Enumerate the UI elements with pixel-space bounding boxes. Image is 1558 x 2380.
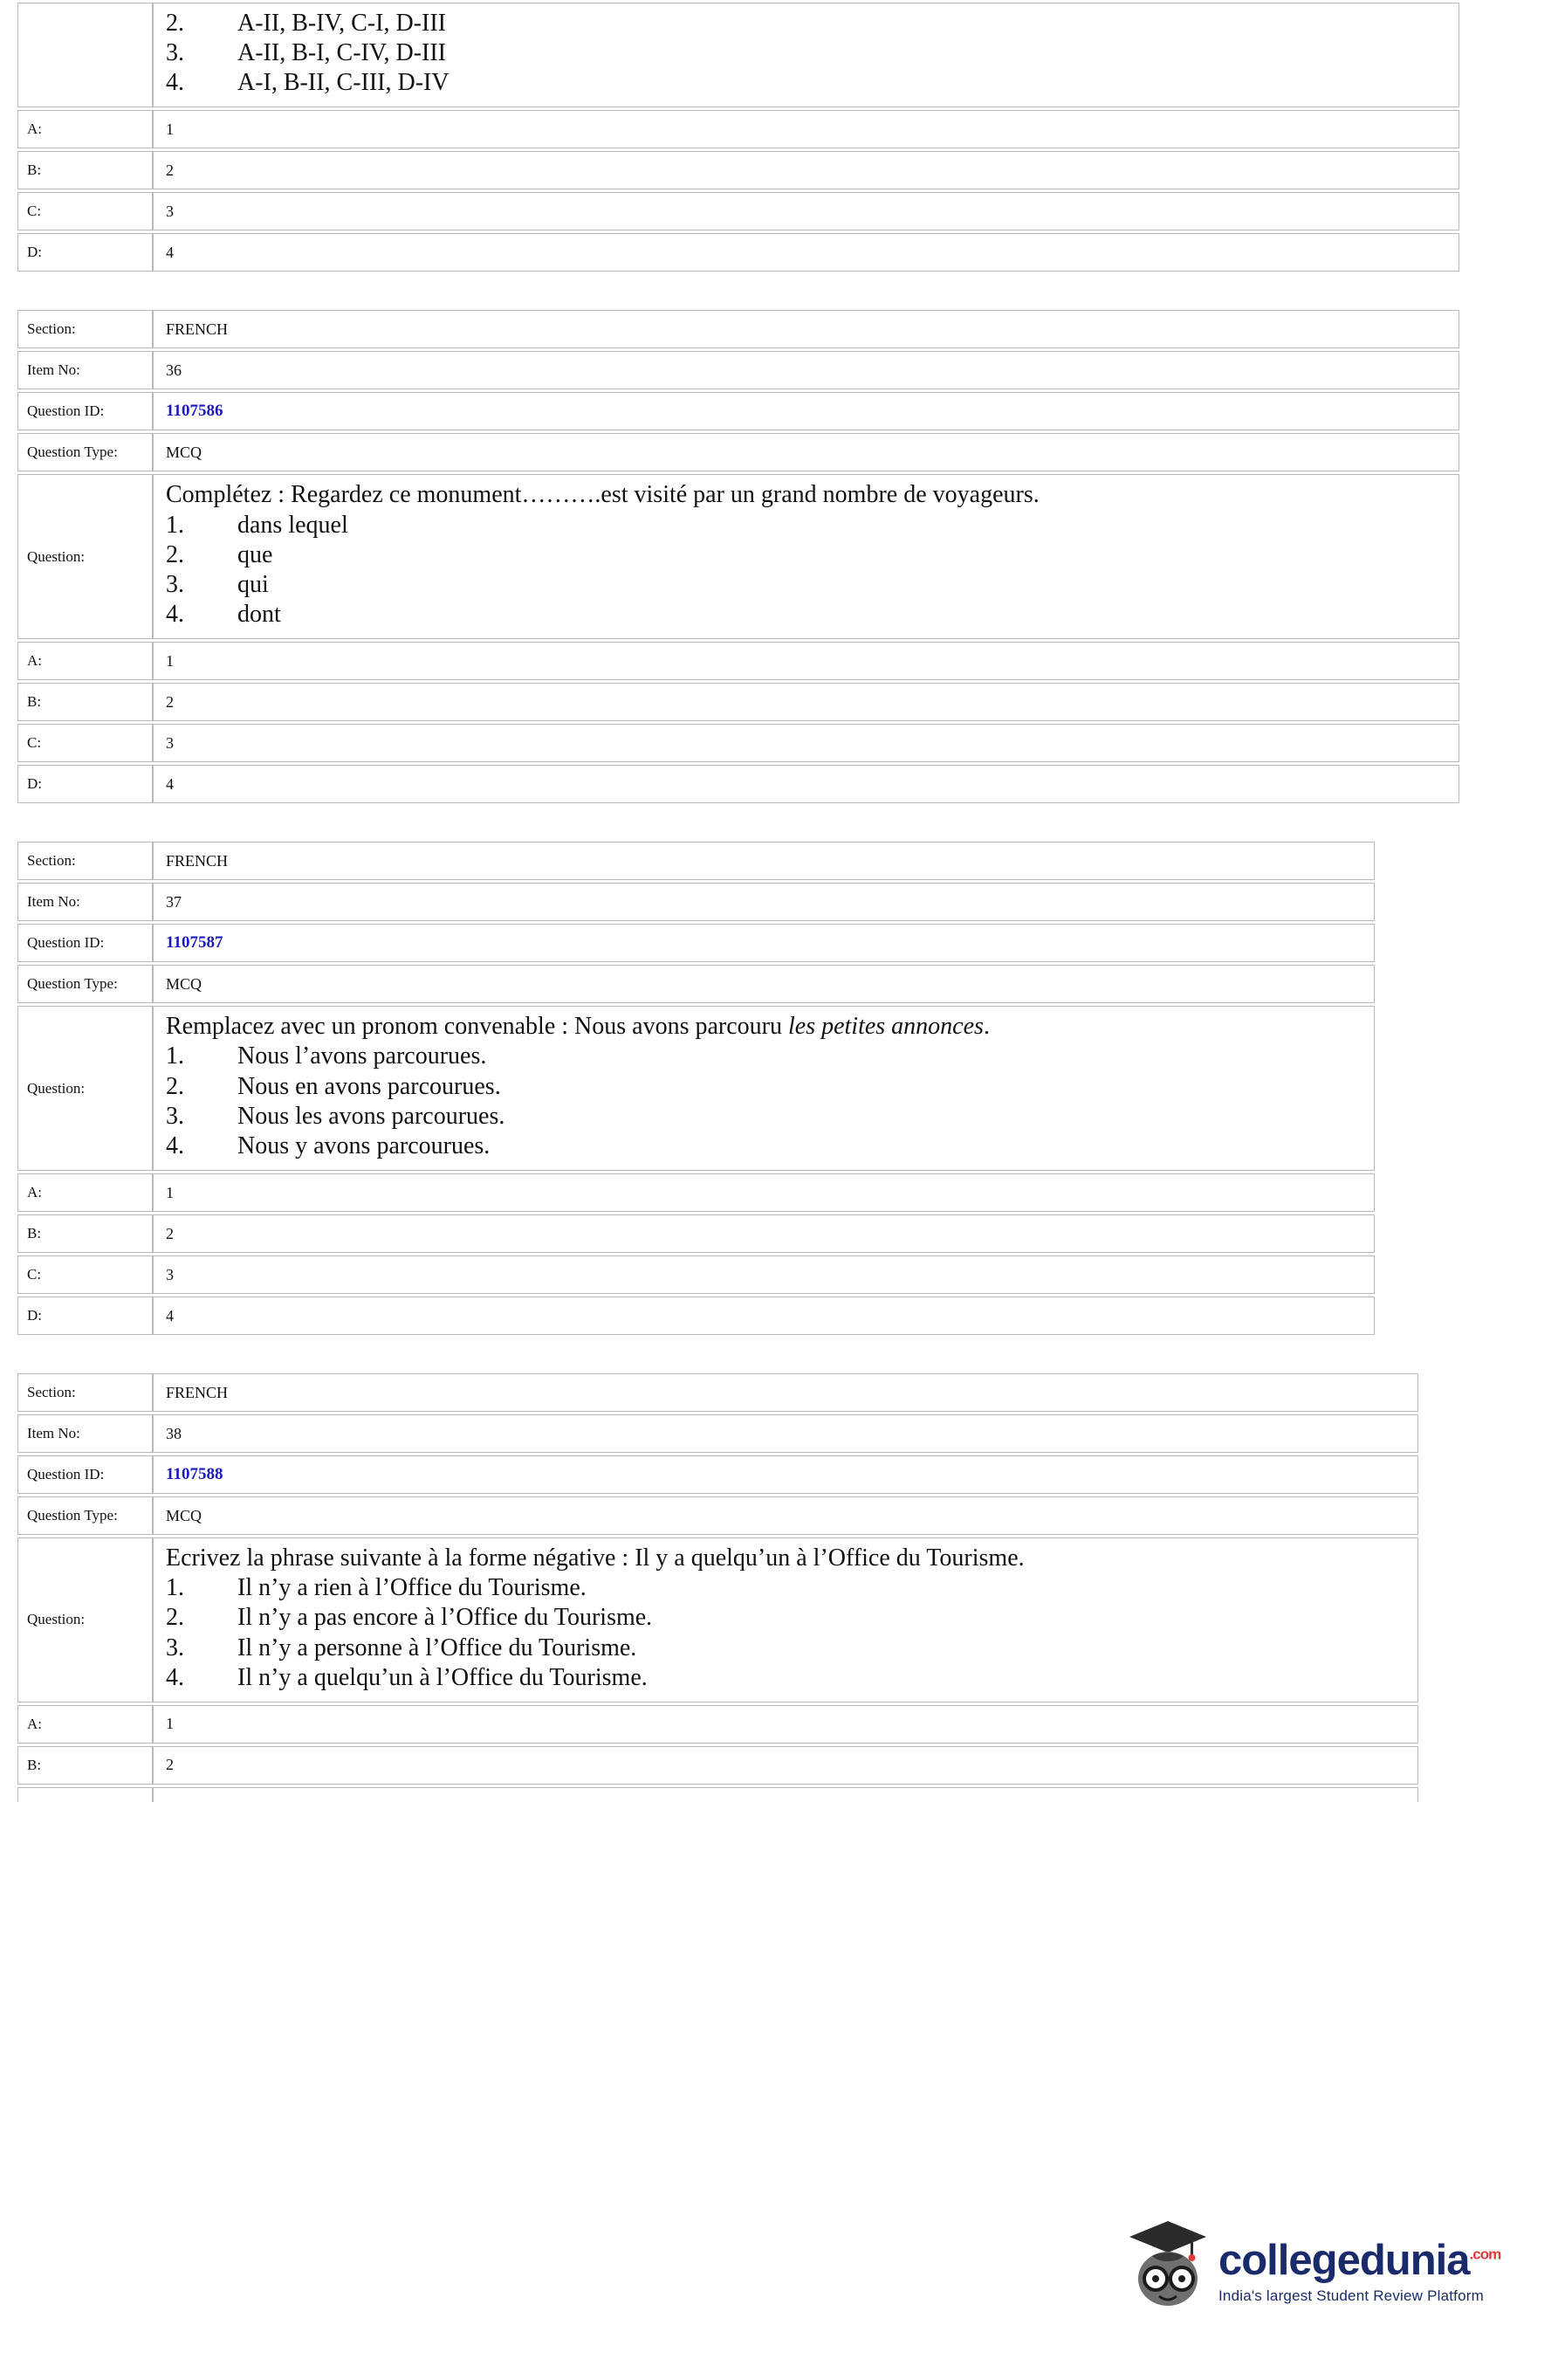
value-item-no: 36 xyxy=(153,351,1459,389)
question-stem: Ecrivez la phrase suivante à la forme négative : Il y a quelqu’un à l’Office du Tourisme. xyxy=(166,1544,1025,1572)
value-question-id: 1107588 xyxy=(153,1455,1418,1494)
value-section: FRENCH xyxy=(153,310,1459,348)
value-answer-a: 1 xyxy=(153,110,1459,148)
table-row-item-no xyxy=(17,1414,1418,1453)
option-list xyxy=(166,1573,1409,1693)
option-text: Nous les avons parcourues. xyxy=(237,1102,505,1130)
logo-wordmark xyxy=(1218,2239,1500,2282)
option-text: Nous en avons parcourues. xyxy=(237,1072,501,1100)
table-row-question-type xyxy=(17,1496,1418,1535)
value-item-no: 38 xyxy=(153,1414,1418,1453)
label-answer-a: A: xyxy=(17,1705,153,1744)
logo-name: collegedunia xyxy=(1218,2237,1470,2284)
label-question: Question: xyxy=(17,474,153,639)
value-question-37 xyxy=(153,1006,1375,1171)
option-number: 2. xyxy=(166,1072,184,1100)
table-row-answer-b xyxy=(17,1746,1418,1785)
question-stem-tail: . xyxy=(983,1013,990,1041)
label-answer-c: C: xyxy=(17,192,153,230)
list-item xyxy=(166,511,1450,540)
value-answer-a: 1 xyxy=(153,642,1459,680)
table-row-answer-c xyxy=(17,192,1459,230)
logo-text xyxy=(1218,2239,1500,2308)
label-question: Question: xyxy=(17,1537,153,1702)
label-question: Question: xyxy=(17,1006,153,1171)
label-answer-a: A: xyxy=(17,642,153,680)
question-block-partial-top xyxy=(0,0,1558,274)
value-answer-c: 3 xyxy=(153,724,1459,762)
table-row-question-options-partial xyxy=(17,3,1459,107)
option-number: 4. xyxy=(166,1663,184,1691)
question-stem xyxy=(166,1012,1365,1042)
question-block-38 xyxy=(0,1371,1558,1805)
label-answer-clipped xyxy=(17,1787,153,1802)
list-item xyxy=(166,1072,1365,1102)
option-text: A-II, B-IV, C-I, D-III xyxy=(237,10,446,37)
option-list-partial xyxy=(166,9,1450,98)
logo-wrap xyxy=(1126,2218,1536,2308)
footer-logo xyxy=(1126,2218,1536,2322)
value-answer-a: 1 xyxy=(153,1705,1418,1744)
option-number: 3. xyxy=(166,570,184,598)
table-row-section xyxy=(17,1373,1418,1412)
value-question-id: 1107586 xyxy=(153,392,1459,430)
table-row-item-no xyxy=(17,351,1459,389)
label-section: Section: xyxy=(17,310,153,348)
list-item xyxy=(166,68,1450,98)
option-list xyxy=(166,1042,1365,1161)
label-question-id: Question ID: xyxy=(17,392,153,430)
option-text: Il n’y a quelqu’un à l’Office du Tourisme. xyxy=(237,1663,648,1691)
table-row-section xyxy=(17,842,1375,880)
list-item xyxy=(166,1634,1409,1663)
table-row-answer-b xyxy=(17,1214,1375,1253)
option-text: Il n’y a rien à l’Office du Tourisme. xyxy=(237,1574,587,1602)
question-table-partial xyxy=(17,0,1459,274)
value-answer-c: 3 xyxy=(153,1255,1375,1294)
option-text: dans lequel xyxy=(237,511,348,539)
option-number: 3. xyxy=(166,39,184,67)
list-item xyxy=(166,1042,1365,1071)
table-row-answer-a xyxy=(17,1173,1375,1212)
label-section: Section: xyxy=(17,842,153,880)
logo-tagline: India's largest Student Review Platform xyxy=(1218,2287,1484,2304)
label-question-type: Question Type: xyxy=(17,965,153,1003)
option-text: A-I, B-II, C-III, D-IV xyxy=(237,69,450,97)
list-item xyxy=(166,1603,1409,1633)
option-number: 2. xyxy=(166,1604,184,1632)
cell-question-options-partial xyxy=(153,3,1459,107)
cell-empty-label xyxy=(17,3,153,107)
label-answer-b: B: xyxy=(17,151,153,189)
label-answer-b: B: xyxy=(17,683,153,721)
label-question-type: Question Type: xyxy=(17,433,153,471)
value-question-type: MCQ xyxy=(153,965,1375,1003)
option-number: 3. xyxy=(166,1634,184,1661)
value-answer-b: 2 xyxy=(153,1746,1418,1785)
value-question-type: MCQ xyxy=(153,1496,1418,1535)
table-row-item-no xyxy=(17,883,1375,921)
label-answer-a: A: xyxy=(17,110,153,148)
table-row-question-type xyxy=(17,965,1375,1003)
table-row-answer-d xyxy=(17,233,1459,272)
value-question-36 xyxy=(153,474,1459,639)
option-number: 3. xyxy=(166,1102,184,1130)
option-number: 2. xyxy=(166,540,184,568)
label-item-no: Item No: xyxy=(17,883,153,921)
value-answer-b: 2 xyxy=(153,1214,1375,1253)
label-answer-b: B: xyxy=(17,1214,153,1253)
value-answer-c: 3 xyxy=(153,192,1459,230)
table-row-answer-clipped xyxy=(17,1787,1418,1802)
table-row-question-id xyxy=(17,392,1459,430)
question-stem: Complétez : Regardez ce monument……….est visité par un grand nombre de voyageurs. xyxy=(166,481,1040,509)
option-text: que xyxy=(237,540,273,568)
label-answer-c: C: xyxy=(17,724,153,762)
option-number: 4. xyxy=(166,69,184,97)
question-block-36 xyxy=(0,307,1558,806)
table-row-question xyxy=(17,1006,1375,1171)
value-question-type: MCQ xyxy=(153,433,1459,471)
table-row-question-type xyxy=(17,433,1459,471)
value-answer-d: 4 xyxy=(153,1297,1375,1335)
option-text: dont xyxy=(237,601,281,629)
option-number: 1. xyxy=(166,1042,184,1070)
label-question-type: Question Type: xyxy=(17,1496,153,1535)
table-row-question xyxy=(17,474,1459,639)
table-row-answer-d xyxy=(17,765,1459,803)
label-item-no: Item No: xyxy=(17,351,153,389)
table-row-question-id xyxy=(17,1455,1418,1494)
option-text: Nous y avons parcourues. xyxy=(237,1132,491,1159)
option-text: A-II, B-I, C-IV, D-III xyxy=(237,39,446,67)
question-block-37 xyxy=(0,839,1558,1338)
question-stem-plain: Remplacez avec un pronom convenable : Nous avons parcouru xyxy=(166,1013,788,1041)
value-section: FRENCH xyxy=(153,842,1375,880)
question-table-38 xyxy=(17,1371,1418,1805)
option-list xyxy=(166,511,1450,630)
value-answer-d: 4 xyxy=(153,233,1459,272)
list-item xyxy=(166,1132,1365,1161)
value-answer-b: 2 xyxy=(153,151,1459,189)
table-row-answer-a xyxy=(17,642,1459,680)
option-number: 4. xyxy=(166,601,184,629)
label-question-id: Question ID: xyxy=(17,1455,153,1494)
table-row-answer-a xyxy=(17,1705,1418,1744)
label-answer-d: D: xyxy=(17,1297,153,1335)
label-answer-c: C: xyxy=(17,1255,153,1294)
option-text: Nous l’avons parcourues. xyxy=(237,1042,487,1070)
collegedunia-mascot-icon xyxy=(1126,2218,1210,2308)
value-answer-b: 2 xyxy=(153,683,1459,721)
logo-superscript: .com xyxy=(1469,2246,1501,2263)
table-row-answer-c xyxy=(17,1255,1375,1294)
question-stem-italic: les petites annonces xyxy=(787,1013,984,1041)
list-item xyxy=(166,570,1450,600)
label-item-no: Item No: xyxy=(17,1414,153,1453)
label-answer-d: D: xyxy=(17,765,153,803)
option-text: qui xyxy=(237,570,269,598)
value-answer-a: 1 xyxy=(153,1173,1375,1212)
option-number: 2. xyxy=(166,10,184,37)
table-row-answer-d xyxy=(17,1297,1375,1335)
list-item xyxy=(166,38,1450,68)
list-item xyxy=(166,600,1450,629)
value-question-38 xyxy=(153,1537,1418,1702)
list-item xyxy=(166,1102,1365,1132)
question-table-37 xyxy=(17,839,1375,1338)
option-number: 1. xyxy=(166,511,184,539)
table-row-answer-b xyxy=(17,151,1459,189)
label-section: Section: xyxy=(17,1373,153,1412)
option-number: 1. xyxy=(166,1574,184,1602)
value-section: FRENCH xyxy=(153,1373,1418,1412)
value-question-id: 1107587 xyxy=(153,924,1375,962)
question-table-36 xyxy=(17,307,1459,806)
option-text: Il n’y a pas encore à l’Office du Tourisme. xyxy=(237,1604,653,1632)
list-item xyxy=(166,1663,1409,1693)
label-answer-b: B: xyxy=(17,1746,153,1785)
list-item xyxy=(166,9,1450,38)
value-answer-d: 4 xyxy=(153,765,1459,803)
list-item xyxy=(166,540,1450,570)
table-row-question-id xyxy=(17,924,1375,962)
list-item xyxy=(166,1573,1409,1603)
value-item-no: 37 xyxy=(153,883,1375,921)
label-question-id: Question ID: xyxy=(17,924,153,962)
option-text: Il n’y a personne à l’Office du Tourisme. xyxy=(237,1634,637,1661)
value-answer-clipped xyxy=(153,1787,1418,1802)
table-row-section xyxy=(17,310,1459,348)
table-row-answer-b xyxy=(17,683,1459,721)
table-row-answer-a xyxy=(17,110,1459,148)
label-answer-d: D: xyxy=(17,233,153,272)
option-number: 4. xyxy=(166,1132,184,1159)
table-row-question xyxy=(17,1537,1418,1702)
table-row-answer-c xyxy=(17,724,1459,762)
label-answer-a: A: xyxy=(17,1173,153,1212)
